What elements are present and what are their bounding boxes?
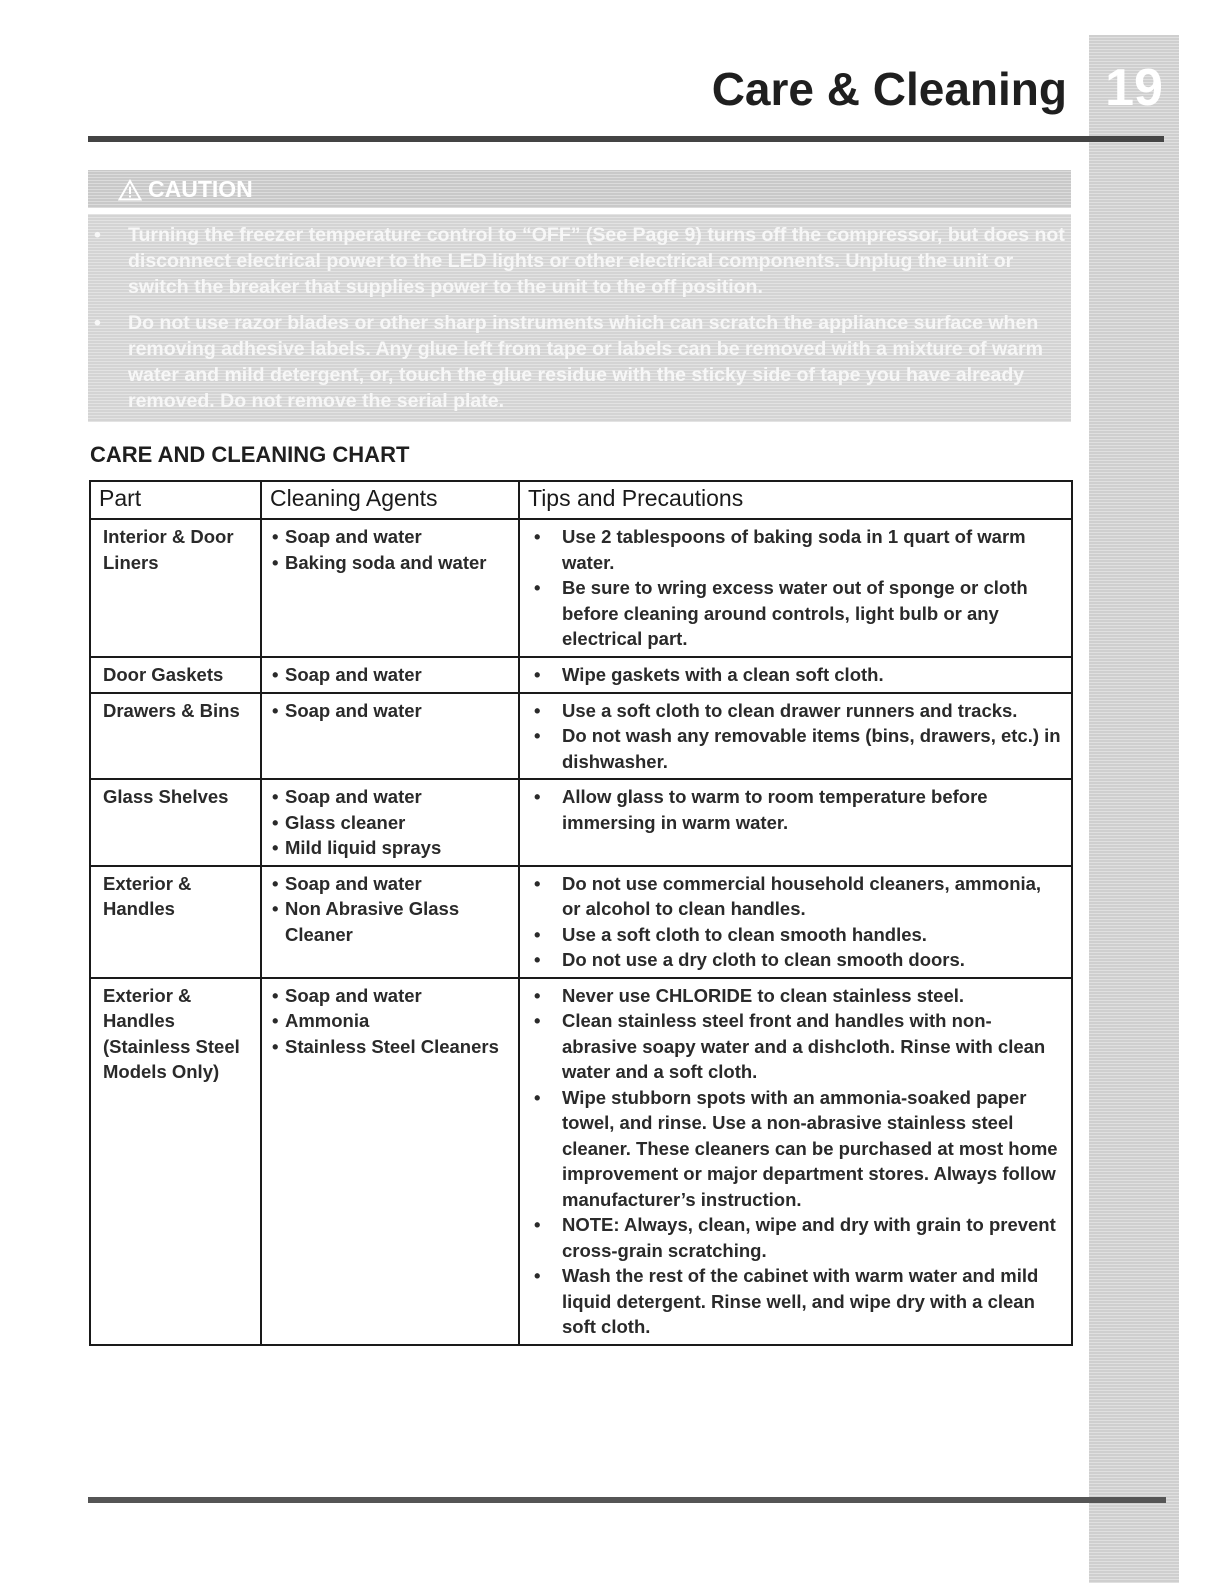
agent-item: • Ammonia xyxy=(272,1008,510,1034)
tips-cell xyxy=(519,519,1072,657)
agent-item: • Soap and water xyxy=(272,983,510,1009)
caution-title: CAUTION xyxy=(148,176,253,202)
tips-cell xyxy=(519,978,1072,1345)
agent-item: • Soap and water xyxy=(272,662,510,688)
tips-cell xyxy=(519,866,1072,978)
agent-item: • Stainless Steel Cleaners xyxy=(272,1034,510,1060)
agent-item: • Soap and water xyxy=(272,784,510,810)
table-row xyxy=(90,519,1072,657)
caution-item xyxy=(94,310,1068,414)
caution-item xyxy=(94,222,1068,300)
agent-item: • Mild liquid sprays xyxy=(272,835,510,861)
column-header-part: Part xyxy=(90,481,261,519)
part-cell: Exterior & Handles (Stainless Steel Models Only) xyxy=(90,978,261,1345)
table-row xyxy=(90,693,1072,780)
table-row xyxy=(90,779,1072,866)
tips-cell xyxy=(519,779,1072,866)
agents-cell xyxy=(261,519,519,657)
chart-heading: CARE AND CLEANING CHART xyxy=(90,442,410,467)
part-cell: Exterior & Handles xyxy=(90,866,261,978)
side-tab xyxy=(1089,35,1179,1583)
tip-item: • Never use CHLORIDE to clean stainless steel. xyxy=(530,983,1063,1009)
column-header-tips: Tips and Precautions xyxy=(519,481,1072,519)
page-number: 19 xyxy=(1105,59,1163,117)
agent-item: • Soap and water xyxy=(272,871,510,897)
caution-body xyxy=(88,214,1071,422)
agents-cell xyxy=(261,866,519,978)
agents-cell xyxy=(261,657,519,693)
caution-item-text: Do not use razor blades or other sharp instruments which can scratch the appliance surface when removing adhesive labels. Any glue left from tape or labels can be removed with a mixture of warm water and mild detergent, or, touch the glue residue with the sticky side of tape you have already removed. Do not remove the serial plate. xyxy=(128,312,1043,412)
agent-item: • Soap and water xyxy=(272,524,510,550)
footer-rule xyxy=(88,1497,1166,1503)
tip-item: • Use a soft cloth to clean drawer runners and tracks. xyxy=(530,698,1063,724)
table-row xyxy=(90,978,1072,1345)
tip-item: • Be sure to wring excess water out of sponge or cloth before cleaning around controls, light bulb or any electrical part. xyxy=(530,575,1063,652)
caution-title-group xyxy=(118,176,253,203)
tips-cell xyxy=(519,657,1072,693)
agents-cell xyxy=(261,693,519,780)
tip-item: • Do not wash any removable items (bins, drawers, etc.) in dishwasher. xyxy=(530,723,1063,774)
tip-item: • Use 2 tablespoons of baking soda in 1 quart of warm water. xyxy=(530,524,1063,575)
agent-item: • Baking soda and water xyxy=(272,550,510,576)
warning-triangle-icon xyxy=(118,179,142,201)
tip-item: • Use a soft cloth to clean smooth handles. xyxy=(530,922,1063,948)
table-row xyxy=(90,657,1072,693)
bullet: • xyxy=(94,224,101,246)
tip-item: • Clean stainless steel front and handles with non-abrasive soapy water and a dishcloth. Rinse with clean water and a soft cloth. xyxy=(530,1008,1063,1085)
agents-cell xyxy=(261,978,519,1345)
tips-cell xyxy=(519,693,1072,780)
part-cell: Glass Shelves xyxy=(90,779,261,866)
part-cell: Door Gaskets xyxy=(90,657,261,693)
agent-item: • Glass cleaner xyxy=(272,810,510,836)
bullet: • xyxy=(94,312,101,334)
part-cell: Drawers & Bins xyxy=(90,693,261,780)
table-header-row xyxy=(90,481,1072,519)
tip-item: • Allow glass to warm to room temperature before immersing in warm water. xyxy=(530,784,1063,835)
care-cleaning-table xyxy=(89,480,1073,1346)
caution-header xyxy=(88,170,1071,208)
column-header-cleaning-agents: Cleaning Agents xyxy=(261,481,519,519)
page-title: Care & Cleaning xyxy=(711,63,1067,115)
tip-item: • Wipe stubborn spots with an ammonia-soaked paper towel, and rinse. Use a non-abrasive stainless steel cleaner. These cleaners can be purchased at most home improvement or major department stores. Always follow manufacturer’s instruction. xyxy=(530,1085,1063,1213)
tip-item: • NOTE: Always, clean, wipe and dry with grain to prevent cross-grain scratching. xyxy=(530,1212,1063,1263)
agent-item: • Non Abrasive Glass Cleaner xyxy=(272,896,510,947)
table-row xyxy=(90,866,1072,978)
tip-item: • Do not use commercial household cleaners, ammonia, or alcohol to clean handles. xyxy=(530,871,1063,922)
tip-item: • Wipe gaskets with a clean soft cloth. xyxy=(530,662,1063,688)
caution-item-text: Turning the freezer temperature control to “OFF” (See Page 9) turns off the compressor, but does not disconnect electrical power to the LED lights or other electrical components. Unplug the unit or switch the breaker that supplies power to the unit to the off position. xyxy=(128,224,1065,298)
part-cell: Interior & Door Liners xyxy=(90,519,261,657)
tip-item: • Do not use a dry cloth to clean smooth doors. xyxy=(530,947,1063,973)
header-rule xyxy=(88,136,1164,142)
agents-cell xyxy=(261,779,519,866)
agent-item: • Soap and water xyxy=(272,698,510,724)
tip-item: • Wash the rest of the cabinet with warm water and mild liquid detergent. Rinse well, and wipe dry with a clean soft cloth. xyxy=(530,1263,1063,1340)
